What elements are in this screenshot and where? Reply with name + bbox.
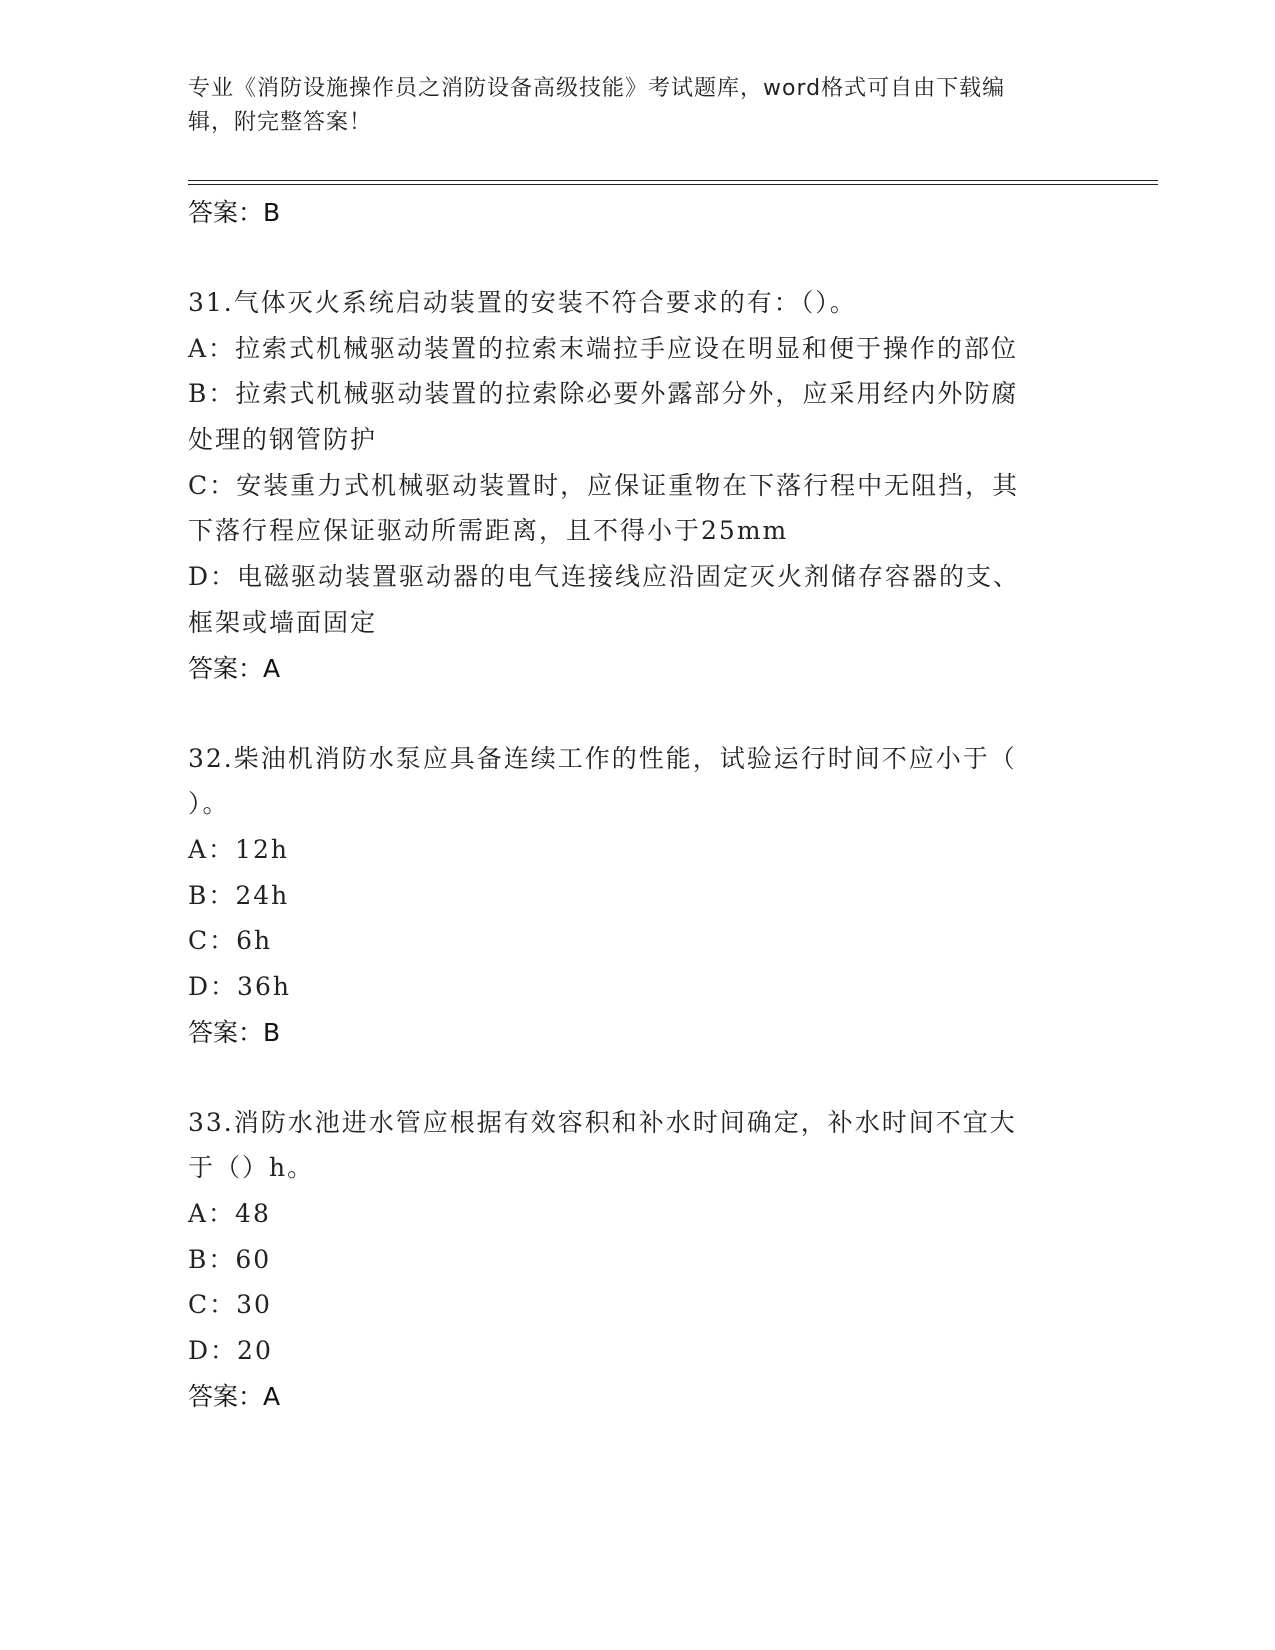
option-b: B：24h: [188, 880, 290, 910]
header-double-rule: [188, 180, 1158, 185]
question-list: [188, 190, 1088, 1420]
answer-value: A: [263, 1381, 281, 1411]
answer-value: B: [263, 198, 281, 227]
spacer: [188, 692, 1088, 736]
option-a: A：12h: [188, 834, 289, 864]
question-stem: 32.柴油机消防水泵应具备连续工作的性能，试验运行时间不应小于（: [188, 743, 1017, 773]
question-stem: 31.气体灭火系统启动装置的安装不符合要求的有：（）。: [188, 288, 857, 317]
option-b: B：拉索式机械驱动装置的拉索除必要外露部分外，应采用经内外防腐: [188, 379, 1019, 409]
document-header: [188, 72, 1078, 140]
option-d-continued: 框架或墙面固定: [188, 607, 378, 637]
option-c: C：6h: [188, 926, 273, 956]
answer-value: B: [263, 1017, 281, 1047]
option-a: A：拉索式机械驱动装置的拉索末端拉手应设在明显和便于操作的部位: [188, 333, 1019, 363]
option-d: D：36h: [188, 971, 291, 1001]
option-b-continued: 处理的钢管防护: [188, 425, 378, 455]
question-31: [188, 280, 1088, 692]
document-page: [188, 0, 1158, 1650]
option-a: A：48: [188, 1199, 271, 1228]
option-c-continued: 下落行程应保证驱动所需距离，且不得小于25mm: [188, 516, 789, 546]
question-stem-continued: 于（）h。: [188, 1153, 315, 1183]
answer-label: 答案：: [188, 1017, 264, 1047]
question-stem: 33.消防水池进水管应根据有效容积和补水时间确定，补水时间不宜大: [188, 1107, 1017, 1137]
option-b: B：60: [188, 1244, 272, 1274]
answer-value: A: [263, 653, 281, 683]
answer-label: 答案：: [188, 198, 264, 227]
question-stem-continued: ）。: [188, 789, 230, 819]
question-33: [188, 1100, 1088, 1420]
header-line: 辑，附完整答案！: [188, 110, 373, 135]
option-d: D：电磁驱动装置驱动器的电气连接线应沿固定灭火剂储存容器的支、: [188, 562, 1021, 592]
spacer: [188, 236, 1088, 280]
answer-line: [188, 1374, 1088, 1420]
answer-label: 答案：: [188, 653, 264, 683]
answer-line: [188, 190, 1088, 236]
option-d: D：20: [188, 1336, 273, 1366]
answer-label: 答案：: [188, 1381, 264, 1411]
answer-line: [188, 646, 1088, 692]
spacer: [188, 1056, 1088, 1100]
option-c: C：安装重力式机械驱动装置时，应保证重物在下落行程中无阻挡，其: [188, 470, 1020, 500]
option-c: C：30: [188, 1290, 272, 1320]
answer-line: [188, 1010, 1088, 1056]
question-32: [188, 736, 1088, 1056]
header-line: 专业《消防设施操作员之消防设备高级技能》考试题库，word格式可自由下载编: [188, 76, 1006, 101]
